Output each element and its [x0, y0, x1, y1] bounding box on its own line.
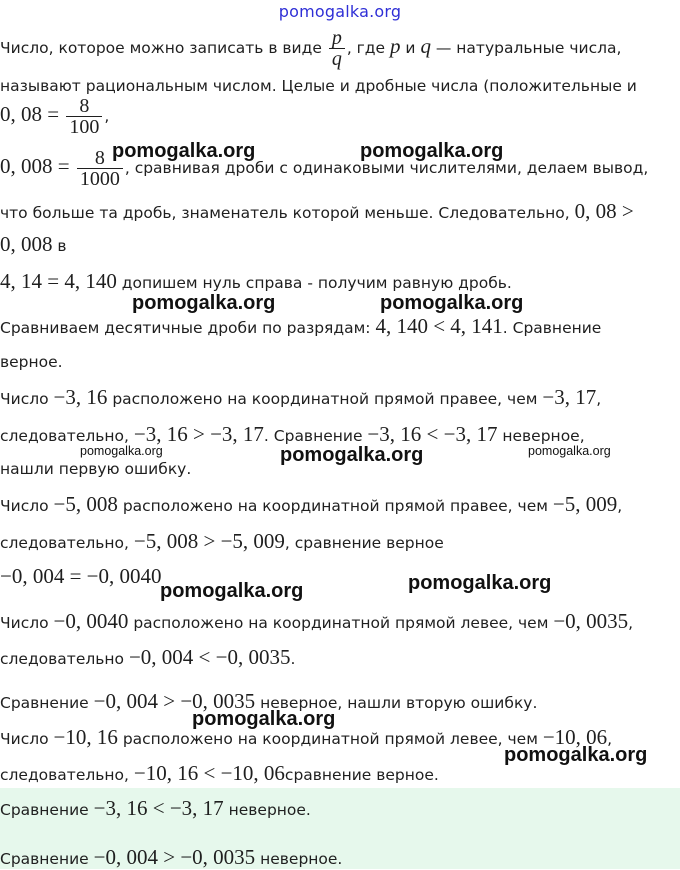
- denominator: q: [329, 48, 345, 69]
- math: 4, 140 < 4, 141: [375, 314, 503, 338]
- text: следовательно: [0, 650, 129, 668]
- text: Сравнение: [0, 850, 94, 868]
- watermark: pomogalka.org: [528, 444, 611, 458]
- watermark: pomogalka.org: [192, 708, 336, 730]
- text: ,: [596, 390, 602, 408]
- numerator: 8: [94, 147, 105, 169]
- solution-line-9: верное.: [0, 353, 63, 371]
- watermark: pomogalka.org: [80, 444, 163, 458]
- text: Число: [0, 614, 54, 632]
- text: в: [52, 237, 67, 255]
- math: 0, 008 =: [0, 154, 75, 178]
- solution-line-15: [0, 565, 162, 589]
- math: −3, 16: [53, 385, 108, 409]
- solution-line-12: нашли первую ошибку.: [0, 460, 192, 478]
- solution-line-3: [0, 96, 109, 137]
- text: следовательно,: [0, 427, 134, 445]
- watermark: pomogalka.org: [380, 292, 524, 314]
- math: −10, 16: [53, 725, 118, 749]
- solution-line-8: [0, 315, 601, 339]
- solution-line-10: [0, 386, 601, 410]
- solution-line-5: [0, 200, 634, 224]
- text: что больше та дробь, знаменатель которой меньше. Следовательно,: [0, 204, 575, 222]
- text: расположено на координатной прямой левее, чем: [117, 730, 543, 748]
- answer-line-2: [0, 846, 342, 870]
- math: −5, 008 > −5, 009: [133, 529, 285, 553]
- text: Сравниваем десятичные дроби по разрядам:: [0, 319, 376, 337]
- math: −0, 004 < −0, 0035: [128, 645, 291, 669]
- math: −3, 16 < −3, 17: [367, 422, 498, 446]
- solution-line-14: [0, 530, 444, 554]
- solution-line-16: [0, 610, 633, 634]
- text: , сравнение верное: [284, 534, 444, 552]
- text: расположено на координатной прямой правее, чем: [117, 497, 553, 515]
- text: ,: [607, 730, 613, 748]
- watermark: pomogalka.org: [504, 744, 648, 766]
- watermark: pomogalka.org: [160, 580, 304, 602]
- denominator: 1000: [77, 168, 123, 189]
- math: 0, 08 >: [574, 199, 634, 223]
- math: q: [420, 34, 431, 58]
- denominator: 100: [66, 116, 102, 137]
- text: Число, которое можно записать в виде: [0, 39, 327, 57]
- math: 0, 08 =: [0, 102, 65, 126]
- solution-line-20: [0, 762, 439, 786]
- watermark: pomogalka.org: [132, 292, 276, 314]
- text: следовательно,: [0, 766, 134, 784]
- solution-line-13: [0, 493, 622, 517]
- text: . Сравнение: [502, 319, 602, 337]
- math: −10, 06: [542, 725, 608, 749]
- text: Сравнение: [0, 694, 94, 712]
- math: −0, 004 > −0, 0035: [93, 689, 256, 713]
- watermark: pomogalka.org: [112, 140, 256, 162]
- watermark: pomogalka.org: [408, 572, 552, 594]
- text: неверное.: [255, 850, 343, 868]
- solution-line-7: [0, 270, 512, 294]
- text: . Сравнение: [263, 427, 368, 445]
- text: неверное, нашли вторую ошибку.: [255, 694, 538, 712]
- text: Число: [0, 497, 54, 515]
- text: , сравнивая дроби с одинаковыми числителями, делаем вывод,: [124, 159, 649, 177]
- math: −0, 004 > −0, 0035: [93, 845, 256, 869]
- math: −0, 0040: [53, 609, 129, 633]
- watermark: pomogalka.org: [360, 140, 504, 162]
- text: расположено на координатной прямой левее, чем: [128, 614, 554, 632]
- text: следовательно,: [0, 534, 134, 552]
- text: Число: [0, 390, 54, 408]
- text: и: [400, 39, 421, 57]
- text: ,: [104, 107, 110, 125]
- fraction-8-over-100: [66, 96, 102, 137]
- math: −0, 0035: [553, 609, 629, 633]
- math: −3, 16 > −3, 17: [133, 422, 264, 446]
- math: −5, 008: [53, 492, 118, 516]
- numerator: 8: [79, 95, 90, 117]
- text: Сравнение: [0, 801, 94, 819]
- math: p: [390, 34, 401, 58]
- text: расположено на координатной прямой правее, чем: [107, 390, 543, 408]
- text: ,: [617, 497, 623, 515]
- text: ,: [628, 614, 634, 632]
- math: 0, 008: [0, 232, 53, 256]
- watermark: pomogalka.org: [280, 444, 424, 466]
- text: Число: [0, 730, 54, 748]
- math: −3, 16 < −3, 17: [93, 796, 224, 820]
- text: допишем нуль справа - получим равную дробь.: [116, 274, 512, 292]
- math: −10, 16 < −10, 06: [133, 761, 285, 785]
- solution-line-2: называют рациональным числом. Целые и дробные числа (положительные и: [0, 77, 637, 95]
- solution-line-4: [0, 148, 648, 189]
- text: сравнение верное.: [284, 766, 439, 784]
- text: неверное.: [223, 801, 311, 819]
- text: неверное,: [497, 427, 585, 445]
- math: 4, 14 = 4, 140: [0, 269, 117, 293]
- math: −3, 17: [542, 385, 597, 409]
- fraction-p-over-q: [329, 28, 345, 69]
- site-header-link[interactable]: pomogalka.org: [278, 2, 402, 21]
- text: .: [290, 650, 296, 668]
- numerator: p: [331, 27, 342, 49]
- solution-line-6: [0, 233, 67, 257]
- solution-line-17: [0, 646, 295, 670]
- solution-line-1: [0, 28, 621, 69]
- math: −5, 009: [552, 492, 618, 516]
- answer-line-1: [0, 797, 311, 821]
- text: , где: [346, 39, 390, 57]
- text: — натуральные числа,: [430, 39, 622, 57]
- math: −0, 004 = −0, 0040: [0, 564, 162, 588]
